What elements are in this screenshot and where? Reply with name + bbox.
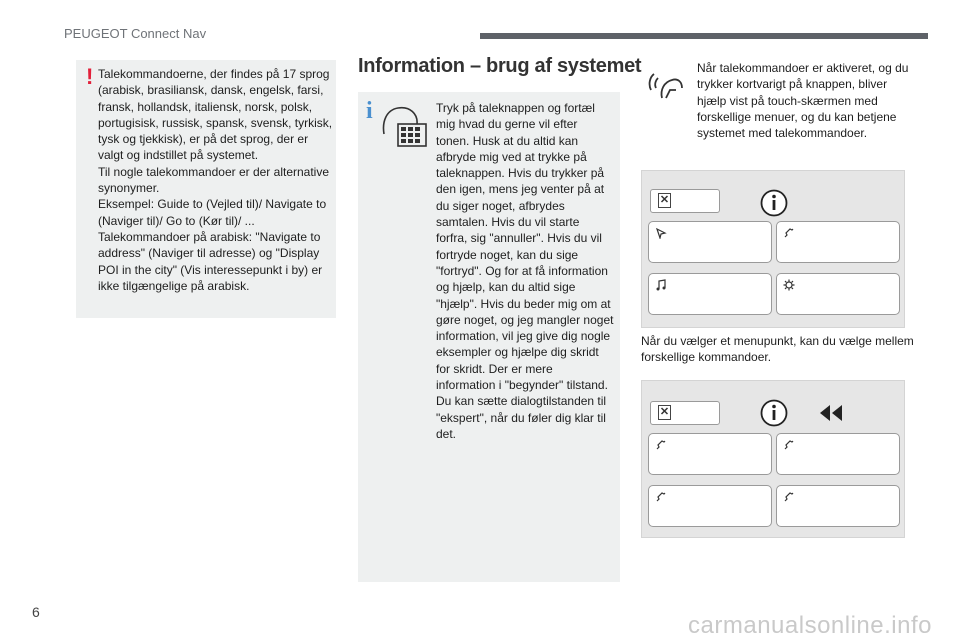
settings-gear-icon bbox=[783, 279, 795, 291]
command-button[interactable] bbox=[648, 485, 772, 527]
phone-icon bbox=[783, 227, 795, 239]
command-button[interactable] bbox=[776, 485, 900, 527]
warning-paragraph: Til nogle talekommandoer er der alternative synonymer. bbox=[98, 164, 330, 196]
warning-exclamation-icon: ! bbox=[86, 64, 94, 89]
command-button[interactable] bbox=[648, 433, 772, 475]
help-screen-submenu bbox=[641, 380, 905, 538]
header-bar bbox=[480, 33, 928, 39]
settings-menu-button[interactable] bbox=[776, 273, 900, 315]
close-button[interactable] bbox=[650, 189, 720, 213]
voice-text: Når talekommandoer er aktiveret, og du trykker kortvarigt på knappen, bliver hjælp vist på touch-skærmen med forskellige menuer, og du kan betjene systemet med talekommandoer. bbox=[697, 61, 909, 141]
phone-icon bbox=[783, 491, 795, 503]
warning-paragraph: Talekommandoer på arabisk: "Navigate to address" (Naviger til adresse) og "Display POI in the city" (Vis interessepunkt i by) er ikke tilgængelige på arabisk. bbox=[98, 229, 323, 293]
rewind-back-icon[interactable] bbox=[818, 403, 844, 423]
navigation-menu-button[interactable] bbox=[648, 221, 772, 263]
info-i-icon: i bbox=[366, 98, 373, 124]
phone-icon bbox=[655, 491, 667, 503]
close-icon: ✕ bbox=[659, 194, 670, 206]
page-number: 6 bbox=[32, 604, 40, 620]
header-title: PEUGEOT Connect Nav bbox=[64, 26, 207, 41]
close-icon: ✕ bbox=[659, 406, 670, 418]
speaking-head-keyboard-icon bbox=[380, 100, 430, 150]
watermark: carmanualsonline.info bbox=[688, 612, 932, 639]
warning-paragraph: Eksempel: Guide to (Vejled til)/ Navigate to (Naviger til)/ Go to (Kør til)/ ... bbox=[98, 197, 327, 228]
phone-icon bbox=[783, 439, 795, 451]
info-text: Tryk på taleknappen og fortæl mig hvad du gerne vil efter tonen. Husk at du altid kan afbryde mig ved at trykke på taleknappen. Hvis du trykker på den igen, mens jeg venter på at du siger noget, afbrydes samtalen. Hvis du vil starte forfra, sig "annuller". Hvis du vil fortryde noget, kan du sige "fortryd". Og for at få information og hjælp, kan du altid sige "hjælp". Hvis du beder mig om at gøre noget, og jeg mangler noget information, vil jeg give dig nogle eksempler og hjælpe dig skridt for skridt. Der er mere information i "begynder" tilstand. Du kan sætte dialogtilstanden til "ekspert", når du føler dig klar til det. bbox=[436, 101, 614, 441]
menu-text: Når du vælger et menupunkt, kan du vælge mellem forskellige kommandoer. bbox=[641, 334, 914, 365]
warning-text bbox=[98, 66, 334, 294]
phone-menu-button[interactable] bbox=[776, 221, 900, 263]
close-button[interactable] bbox=[650, 401, 720, 425]
command-button[interactable] bbox=[776, 433, 900, 475]
voice-command-icon bbox=[648, 68, 690, 102]
phone-icon bbox=[655, 439, 667, 451]
info-circle-icon[interactable] bbox=[760, 399, 788, 427]
info-circle-icon[interactable] bbox=[760, 189, 788, 217]
warning-paragraph: Talekommandoerne, der findes på 17 sprog (arabisk, brasiliansk, dansk, engelsk, farsi, fransk, hollandsk, italiensk, norsk, polsk, portugisisk, russisk, spansk, svensk, tyrkisk, tysk og tjekkisk), er på det sprog, der er valgt og indstillet på systemet. bbox=[98, 67, 333, 163]
music-note-icon bbox=[655, 279, 667, 291]
music-menu-button[interactable] bbox=[648, 273, 772, 315]
section-heading: Information – brug af systemet bbox=[358, 55, 642, 77]
navigation-arrow-icon bbox=[655, 227, 667, 239]
help-screen-main bbox=[641, 170, 905, 328]
